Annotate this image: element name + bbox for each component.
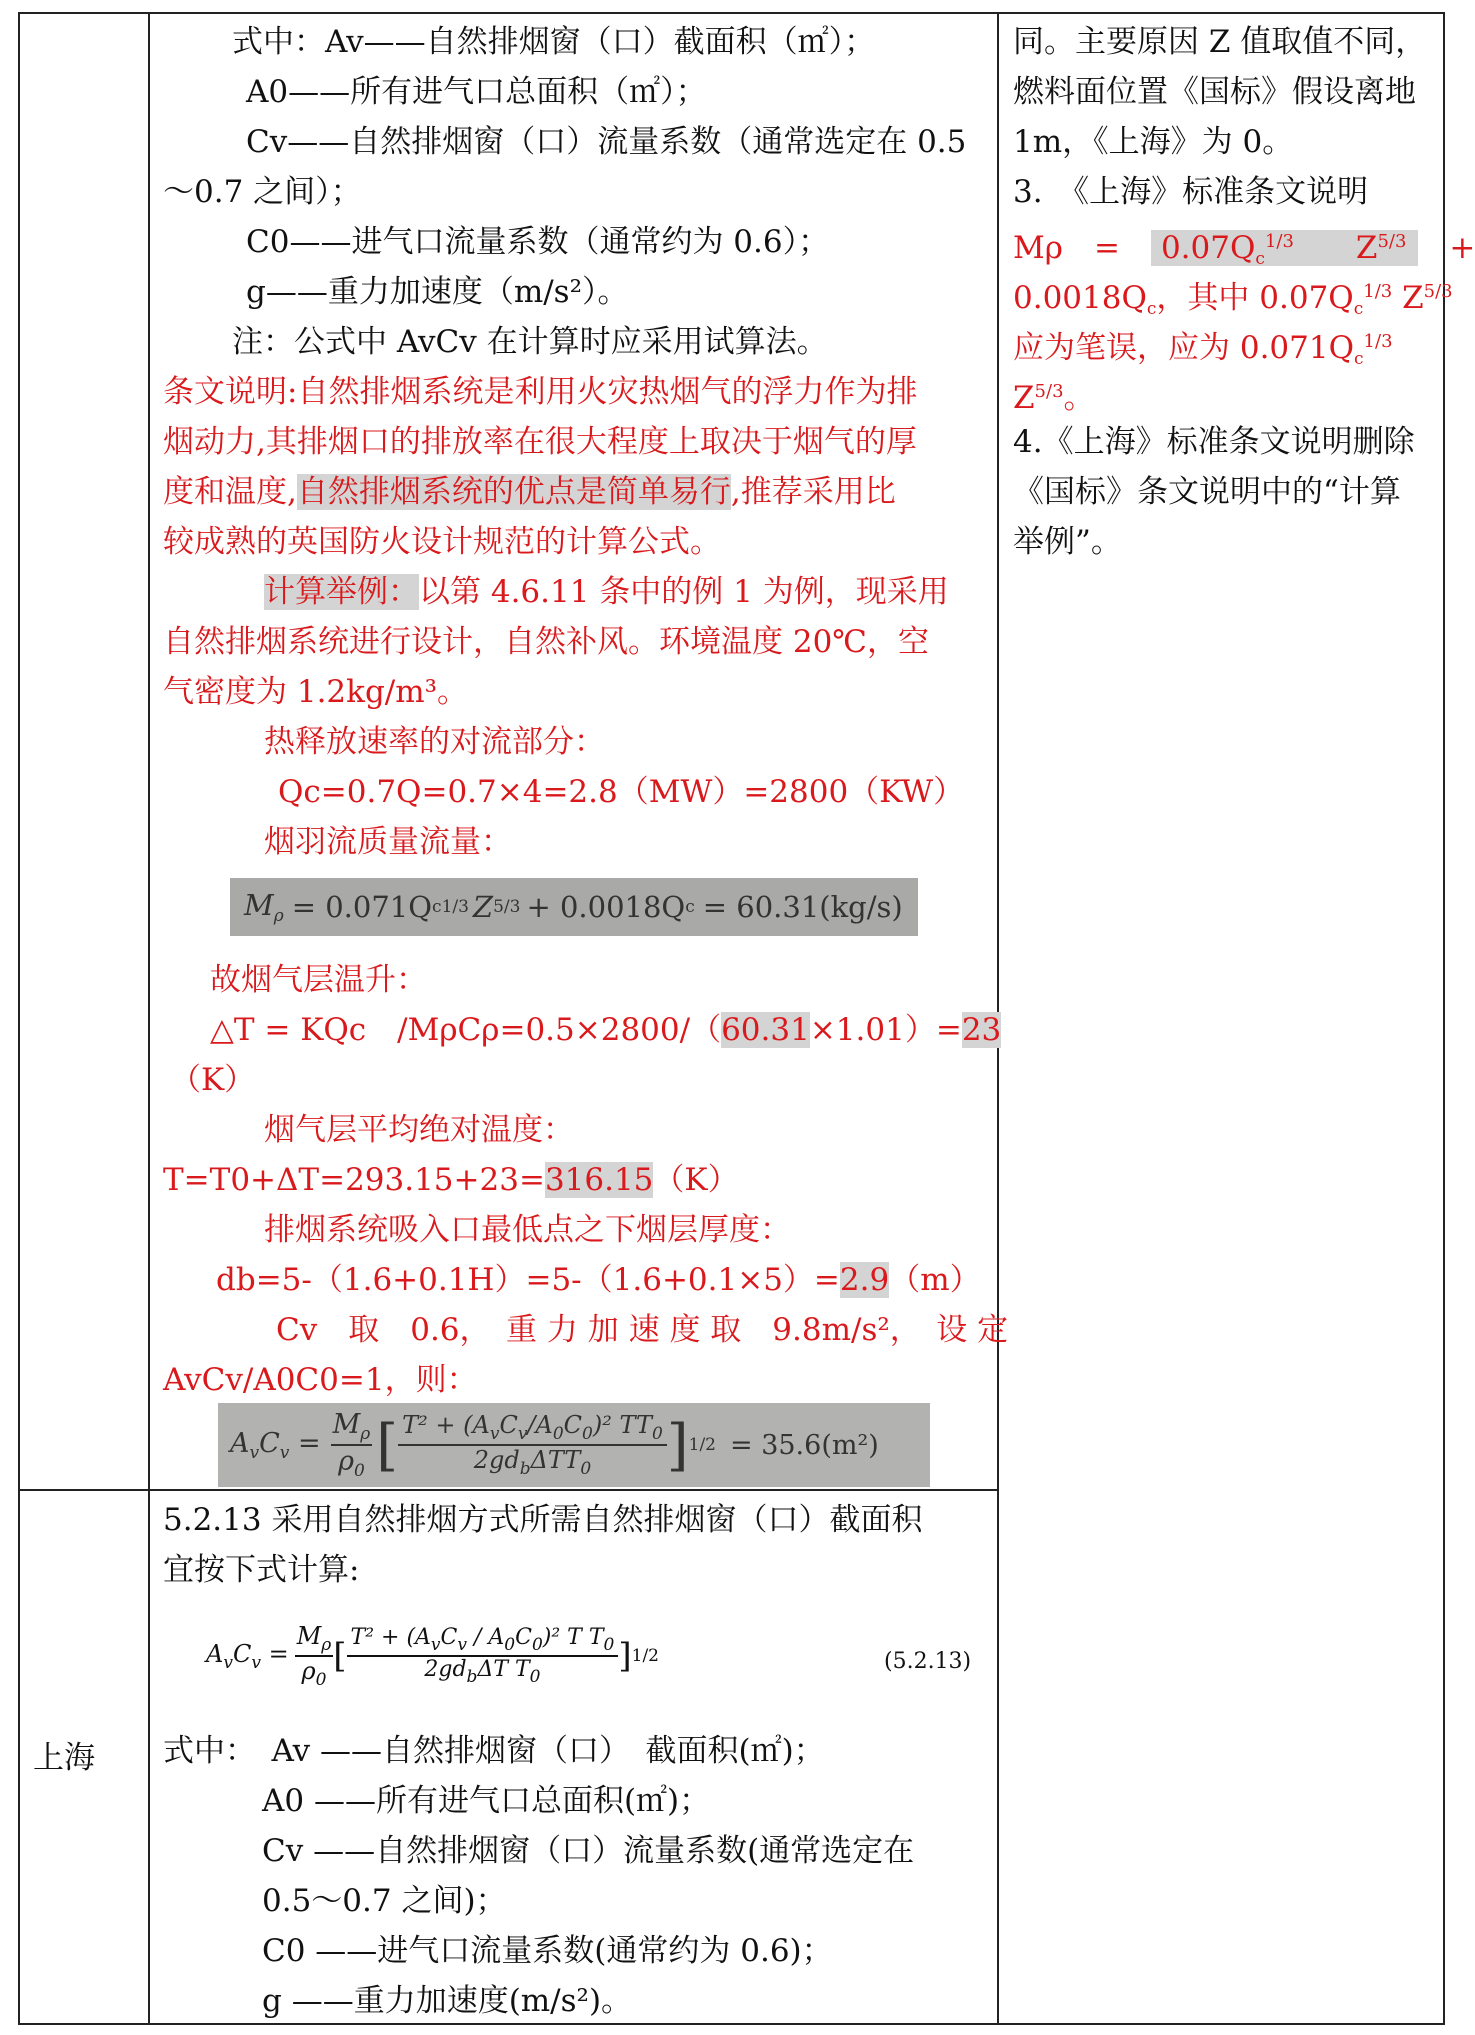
- text-line: 式中：Av——自然排烟窗（口）截面积（㎡）；: [232, 24, 876, 60]
- formula-sub: c: [685, 897, 695, 917]
- formula-sub: c: [1354, 349, 1364, 369]
- text-line: Cv——自然排烟窗（口）流量系数（通常选定在 0.5: [246, 124, 967, 160]
- explanation-line: 较成熟的英国防火设计规范的计算公式。: [163, 524, 721, 560]
- text-span: ,推荐采用比: [730, 474, 896, 510]
- example-line: 故烟气层温升：: [210, 962, 427, 998]
- text-span: +: [1449, 230, 1475, 266]
- formula-fraction: $\frac{M_\rho}{\rho_0}$: [296, 1622, 332, 1690]
- highlighted-text: 60.31: [721, 1012, 810, 1048]
- note-line: $0.0018Q_c$，其中 $0.07Q_c^{1/3}$ $Z^{5/3}$: [1013, 280, 1453, 319]
- note-line: 《国标》条文说明中的“计算: [1013, 474, 1401, 510]
- formula-bracket: ]: [618, 1636, 632, 1676]
- definition-line: A0 ——所有进气口总面积(㎡)；: [262, 1783, 711, 1819]
- note-line: 1m，《上海》为 0。: [1013, 124, 1294, 160]
- highlighted-text: $0.07Q_c^{1/3}$ $Z^{5/3}$: [1151, 230, 1418, 266]
- formula-text: = 60.31(kg/s): [702, 890, 903, 924]
- formula-sub: c: [1353, 299, 1364, 319]
- example-line: 排烟系统吸入口最低点之下烟层厚度：: [264, 1212, 791, 1248]
- example-line: 热释放速率的对流部分：: [264, 724, 605, 760]
- note-line: 同。主要原因 Z 值取值不同，: [1013, 24, 1427, 60]
- text-line: C0——进气口流量系数（通常约为 0.6）；: [246, 224, 830, 260]
- formula-sup: 1/3: [1363, 281, 1393, 302]
- formula-symbol: $M_\rho$: [244, 888, 284, 926]
- explanation-line: [163, 470, 896, 514]
- example-line: 烟气层平均绝对温度：: [264, 1112, 574, 1148]
- formula-symbol: Z: [472, 890, 494, 924]
- equation-number: (5.2.13): [884, 1649, 972, 1674]
- formula-bracket: [: [333, 1636, 347, 1676]
- text-span: （m）: [889, 1262, 981, 1298]
- formula-fraction: $\frac{M_\rho}{\rho_0}$: [332, 1409, 371, 1481]
- formula-fraction: $T^2 + (A_vC_v/A_0C_0)^2$ $TT_0$ $2gd_b\Delta TT_0$: [398, 1411, 667, 1479]
- text-span: Mρ =: [1013, 230, 1151, 266]
- text-span: 以第 4.6.11 条中的例 1 为例，现采用: [419, 574, 949, 610]
- highlighted-text: 自然排烟系统的优点是简单易行: [296, 474, 731, 510]
- clause-line: 宜按下式计算:: [163, 1552, 360, 1588]
- highlighted-text: 23: [961, 1012, 1002, 1048]
- formula-image-vent-area: [218, 1403, 930, 1487]
- row-divider: [18, 1489, 999, 1491]
- formula-sup: 5/3: [1034, 381, 1064, 402]
- text-span: db=5-（1.6+0.1H）=5-（1.6+0.1×5）=: [216, 1262, 840, 1298]
- example-line: AvCv/A0C0=1，则：: [163, 1362, 478, 1398]
- example-line: [210, 1008, 1001, 1052]
- text-span: （K）: [653, 1162, 739, 1198]
- text-span: 0.0018Q: [1013, 280, 1147, 316]
- formula-symbol: $A_vC_v$ =: [230, 1427, 321, 1463]
- column-divider-1: [148, 12, 150, 2025]
- example-line: 烟羽流质量流量：: [264, 824, 512, 860]
- example-line: 自然排烟系统进行设计，自然补风。环境温度 20℃，空: [163, 624, 929, 660]
- text-line: ～0.7 之间）；: [163, 174, 362, 210]
- example-line: Cv 取 0.6， 重 力 加 速 度 取 9.8m/s²， 设 定: [276, 1312, 1009, 1348]
- text-span: 应为笔误，应为 0.071Q: [1013, 330, 1355, 366]
- example-line: （K）: [170, 1062, 256, 1098]
- note-line: 举例”。: [1013, 524, 1122, 560]
- formula-sup: 1/3: [1363, 331, 1393, 352]
- definition-line: 式中： Av ——自然排烟窗（口） 截面积(㎡)；: [163, 1733, 825, 1769]
- highlighted-text: 2.9: [839, 1262, 890, 1298]
- formula-symbol: $A_vC_v$ =: [206, 1639, 289, 1673]
- text-span: T=T0+ΔT=293.15+23=: [163, 1162, 545, 1198]
- highlighted-text: 316.15: [544, 1162, 654, 1198]
- text-span: 。: [1063, 380, 1095, 416]
- note-line: $Z^{5/3}$。: [1013, 380, 1095, 416]
- formula-5-2-13: [206, 1608, 806, 1704]
- formula-sup: 1/2: [688, 1435, 716, 1455]
- note-line: 燃料面位置《国标》假设离地: [1013, 74, 1416, 110]
- text-span: 度和温度,: [163, 474, 297, 510]
- formula-bracket: ]: [666, 1412, 689, 1478]
- formula-bracket: [: [376, 1412, 399, 1478]
- formula-text: = 0.071Q: [291, 890, 433, 924]
- formula-text: = 35.6(m²): [730, 1429, 879, 1461]
- definition-line: g ——重力加速度(m/s²)。: [262, 1983, 633, 2019]
- example-line: [264, 570, 949, 614]
- clause-line: 5.2.13 采用自然排烟方式所需自然排烟窗（口）截面积: [163, 1502, 923, 1538]
- formula-sub: c: [1146, 299, 1157, 319]
- highlighted-text: 计算举例：: [264, 574, 419, 610]
- text-line: A0——所有进气口总面积（㎡）；: [246, 74, 707, 110]
- formula-sub: c: [432, 897, 442, 917]
- row-label-shanghai: 上海: [33, 1740, 95, 1776]
- note-line: 3. 《上海》标准条文说明: [1013, 174, 1369, 210]
- example-line: Qc=0.7Q=0.7×4=2.8（MW）=2800（KW）: [278, 774, 965, 810]
- definition-line: 0.5～0.7 之间)；: [262, 1883, 507, 1919]
- formula-fraction: $T^2 + (A_vC_v / A_0C_0)^2$ T $T_0$ $2gd_b\Delta T$ $T_0$: [347, 1625, 619, 1687]
- text-line: g——重力加速度（m/s²）。: [246, 274, 629, 310]
- text-span: △T = KQc /MρCρ=0.5×2800/（: [210, 1012, 722, 1048]
- note-line: 4.《上海》标准条文说明删除: [1013, 424, 1415, 460]
- formula-text: + 0.0018Q: [526, 890, 686, 924]
- explanation-line: 条文说明:自然排烟系统是利用火灾热烟气的浮力作为排: [163, 374, 918, 410]
- formula-sup: 1/3: [441, 897, 469, 917]
- definition-line: Cv ——自然排烟窗（口）流量系数(通常选定在: [262, 1833, 915, 1869]
- formula-image-plume-mass-flow: [230, 878, 918, 936]
- text-span: ，其中 0.07Q: [1156, 280, 1354, 316]
- formula-sup: 1/2: [631, 1646, 659, 1666]
- text-line: 注：公式中 AvCv 在计算时应采用试算法。: [232, 324, 828, 360]
- example-line: [216, 1258, 981, 1302]
- formula-sup: 5/3: [1423, 281, 1453, 302]
- example-line: [163, 1158, 739, 1202]
- definition-line: C0 ——进气口流量系数(通常约为 0.6)；: [262, 1933, 833, 1969]
- formula-sup: 5/3: [493, 897, 521, 917]
- explanation-line: 烟动力,其排烟口的排放率在很大程度上取决于烟气的厚: [163, 424, 917, 460]
- example-line: 气密度为 1.2kg/m³。: [163, 674, 469, 710]
- text-span: ×1.01）=: [809, 1012, 962, 1048]
